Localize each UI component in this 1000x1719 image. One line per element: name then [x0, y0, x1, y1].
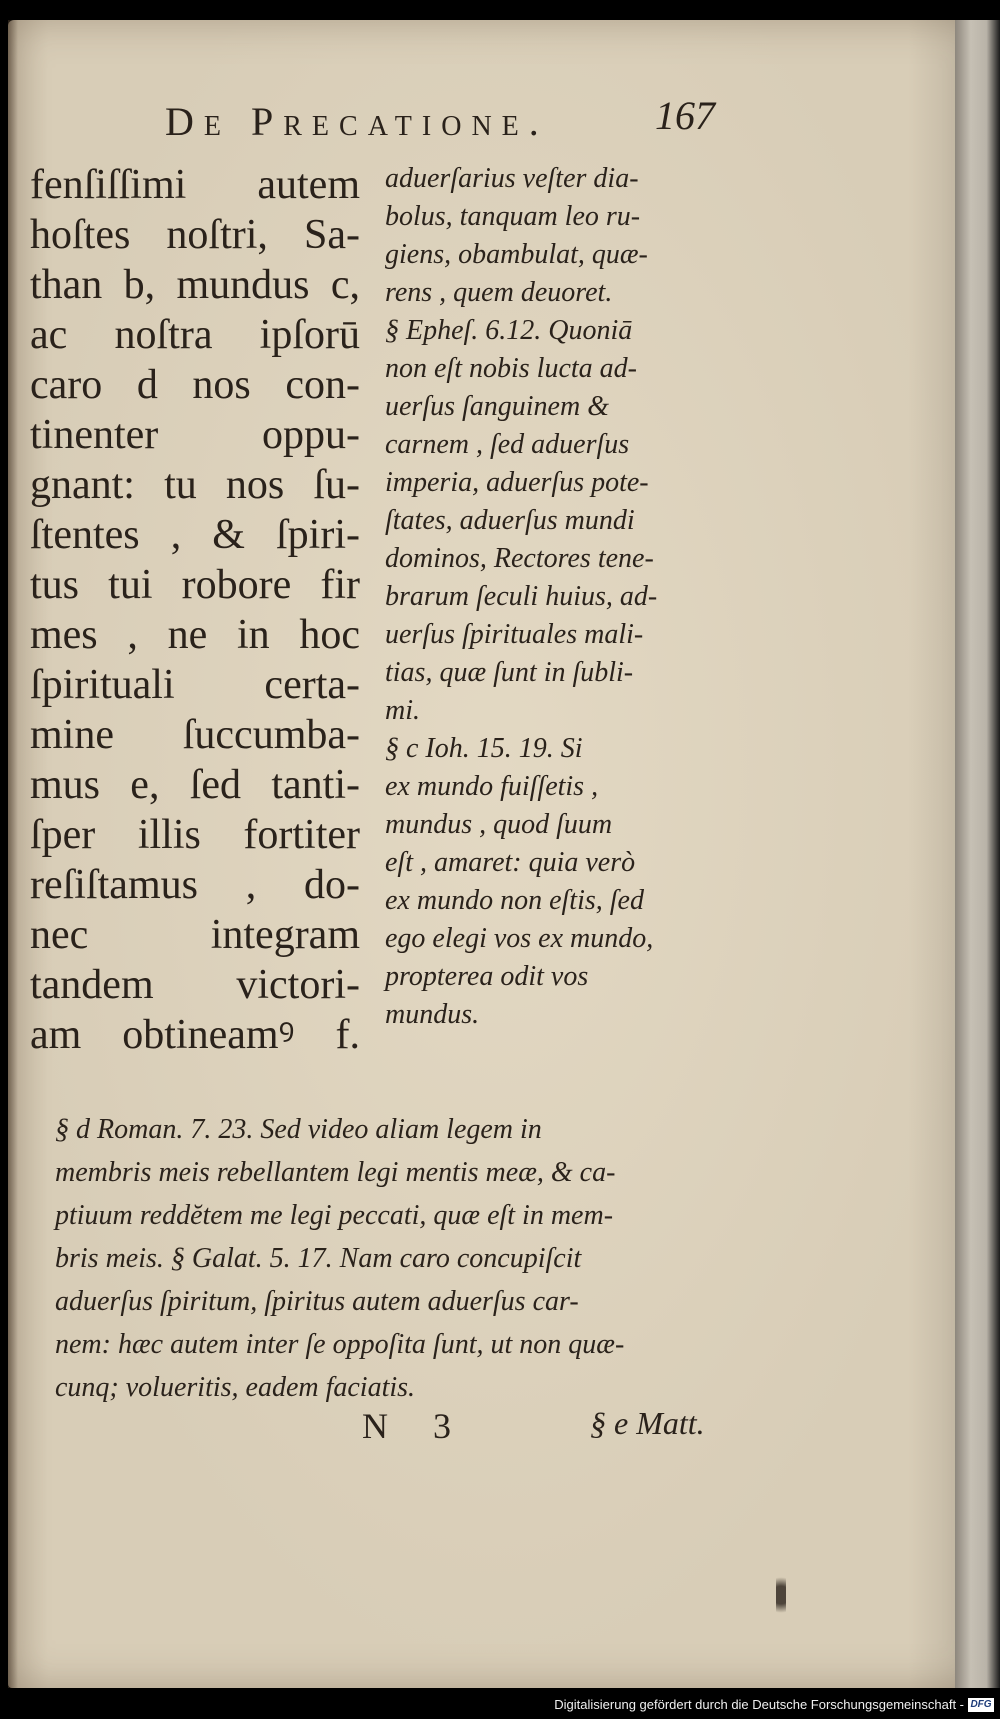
main-text-line: tus tui robore fir: [30, 562, 360, 608]
signature-mark: N 3: [362, 1406, 469, 1446]
bottom-note-line: ptiuum reddĕtem me legi peccati, quæ eſt in mem-: [55, 1200, 614, 1231]
side-note-line: ſtates, aduerſus mundi: [385, 505, 635, 536]
ink-speck: [776, 1570, 786, 1620]
main-text-line: hoſtes noſtri, Sa-: [30, 212, 360, 258]
bottom-note-line: aduerſus ſpiritum, ſpiritus autem aduerſus car-: [55, 1286, 579, 1317]
bottom-note-line: cunq; volueritis, eadem faciatis.: [55, 1372, 416, 1403]
side-note-line: uerſus ſpirituales mali-: [385, 619, 644, 650]
side-note-line: bolus, tanquam leo ru-: [385, 201, 641, 232]
side-note-line: aduerſarius veſter dia-: [385, 163, 639, 194]
bottom-note-line: membris meis rebellantem legi mentis meæ, & ca-: [55, 1157, 616, 1188]
main-text-line: tinenter oppu-: [30, 412, 360, 458]
side-note-line: ex mundo fuiſſetis ,: [385, 771, 599, 802]
dfg-logo-icon: DFG: [968, 1698, 994, 1712]
side-note-line: ex mundo non eſtis, ſed: [385, 885, 644, 916]
bottom-note-line: bris meis. § Galat. 5. 17. Nam caro concupiſcit: [55, 1243, 582, 1274]
side-note-line: mundus , quod ſuum: [385, 809, 613, 840]
main-text-line: ſtentes , & ſpiri-: [30, 512, 360, 558]
side-note-line: imperia, aduerſus pote-: [385, 467, 649, 498]
side-note-line: mi.: [385, 695, 420, 726]
side-note-line: dominos, Rectores tene-: [385, 543, 654, 574]
main-text-line: am obtineamꝰ f.: [30, 1012, 360, 1058]
main-text-line: nec integram: [30, 912, 360, 958]
side-note-line: rens , quem deuoret.: [385, 277, 613, 308]
side-note-line: propterea odit vos: [385, 961, 589, 992]
main-text-line: than b, mundus c,: [30, 262, 360, 308]
main-text-line: ſper illis fortiter: [30, 812, 360, 858]
footer-credit: Digitalisierung gefördert durch die Deutsche Forschungsgemeinschaft -: [554, 1697, 964, 1712]
side-note-line: brarum ſeculi huius, ad-: [385, 581, 658, 612]
side-note-line: § Ephеſ. 6.12. Quoniā: [385, 315, 633, 346]
main-text-line: tandem victori-: [30, 962, 360, 1008]
main-text-line: caro d nos con-: [30, 362, 360, 408]
main-text-line: ac noſtra ipſorū: [30, 312, 360, 358]
side-note-line: eſt , amaret: quia verò: [385, 847, 636, 878]
main-text-line: mes , ne in hoc: [30, 612, 360, 658]
gutter-shadow: [8, 20, 18, 1688]
side-note-line: mundus.: [385, 999, 480, 1030]
main-text-line: mine ſuccumba-: [30, 712, 360, 758]
footer-bar: [0, 1693, 1000, 1719]
side-note-line: giens, obambulat, quæ-: [385, 239, 648, 270]
page-number: 167: [655, 93, 715, 138]
main-text-line: gnant: tu nos ſu-: [30, 462, 360, 508]
side-note-line: § c Ioh. 15. 19. Si: [385, 733, 583, 764]
side-note-line: ego elegi vos ex mundo,: [385, 923, 654, 954]
main-text-column: [30, 160, 360, 1060]
bottom-note-line: nem: hæc autem inter ſe oppoſita ſunt, ut non quæ-: [55, 1329, 625, 1360]
side-note-column: [385, 160, 715, 1034]
side-note-line: tias, quæ ſunt in ſubli-: [385, 657, 634, 688]
main-text-line: fenſiſſimi autem: [30, 162, 360, 208]
bottom-note: [55, 1108, 720, 1409]
side-note-line: carnem , ſed aduerſus: [385, 429, 630, 460]
side-note-line: non eſt nobis lucta ad-: [385, 353, 637, 384]
main-text-line: mus e, ſed tanti-: [30, 762, 360, 808]
catchword: § e Matt.: [590, 1405, 705, 1441]
main-text-line: ſpirituali certa-: [30, 662, 360, 708]
main-text-line: reſiſtamus , do-: [30, 862, 360, 908]
page-edge: [955, 20, 1000, 1688]
bottom-note-line: § d Roman. 7. 23. Sed video aliam legem in: [55, 1114, 542, 1145]
side-note-line: uerſus ſanguinem &: [385, 391, 609, 422]
running-head: De Precatione.: [165, 99, 549, 144]
